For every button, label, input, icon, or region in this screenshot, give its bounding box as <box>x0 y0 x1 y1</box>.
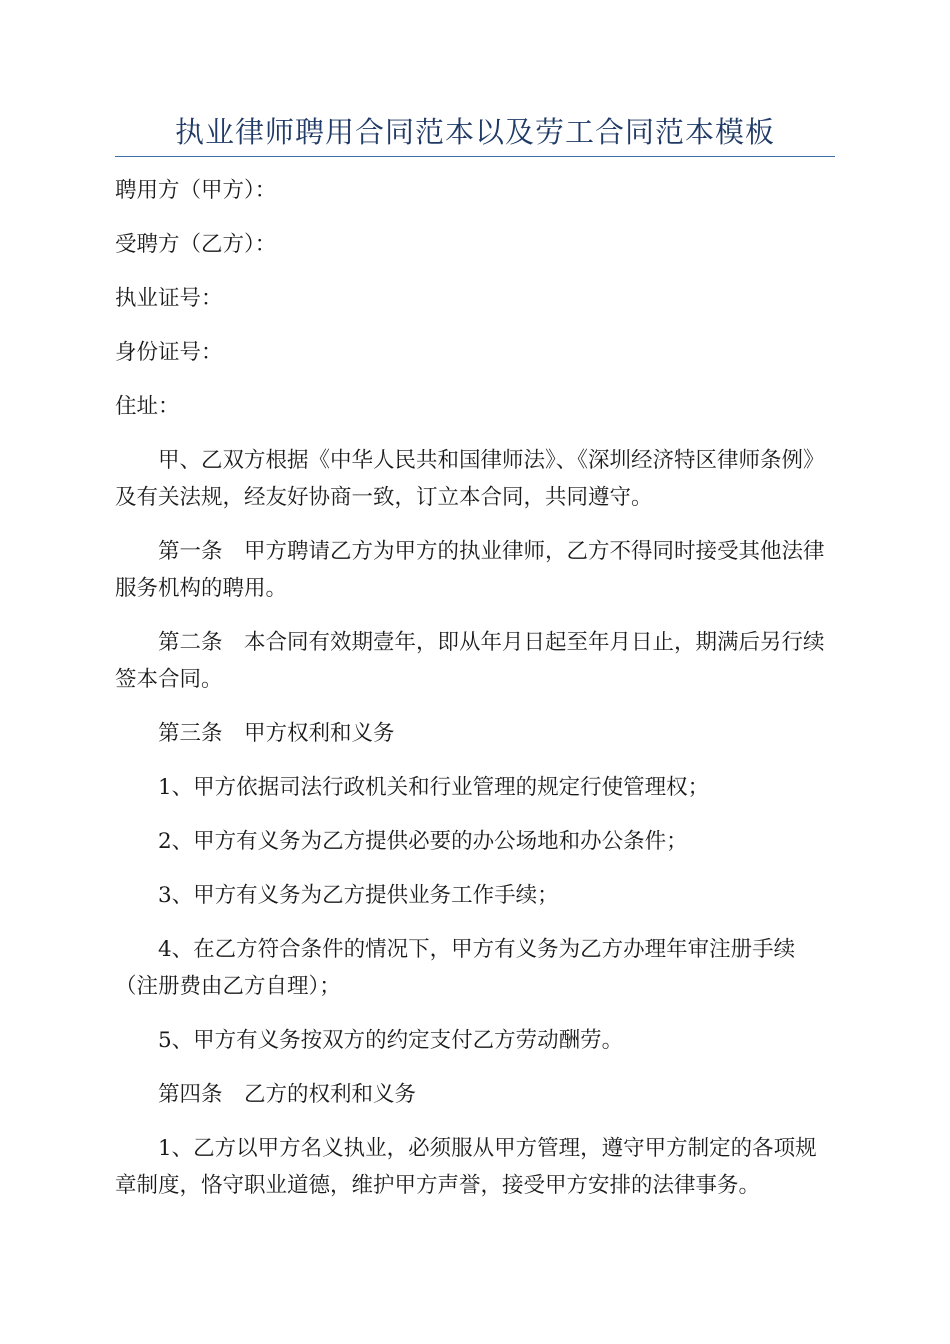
employer-field: 聘用方（甲方）： <box>115 178 277 203</box>
article-3-item-4: 4、在乙方符合条件的情况下，甲方有义务为乙方办理年审注册手续（注册费由乙方自理）； <box>115 937 796 999</box>
employee-field: 受聘方（乙方）： <box>115 232 277 257</box>
article-3-item-3: 3、甲方有义务为乙方提供业务工作手续； <box>158 883 559 908</box>
article-3-item-2: 2、甲方有义务为乙方提供必要的办公场地和办公条件； <box>158 829 688 854</box>
article-4-item-1: 1、乙方以甲方名义执业，必须服从甲方管理，遵守甲方制定的各项规章制度，恪守职业道德，维护甲方声誉，接受甲方安排的法律事务。 <box>115 1136 817 1198</box>
article-3-heading: 第三条 甲方权利和义务 <box>158 721 395 746</box>
preamble-paragraph: 甲、乙双方根据《中华人民共和国律师法》、《深圳经济特区律师条例》及有关法规，经友好协商一致，订立本合同，共同遵守。 <box>115 448 825 510</box>
address-field: 住址： <box>115 394 180 419</box>
article-1: 第一条 甲方聘请乙方为甲方的执业律师，乙方不得同时接受其他法律服务机构的聘用。 <box>115 539 825 601</box>
id-number-field: 身份证号： <box>115 340 223 365</box>
article-2: 第二条 本合同有效期壹年，即从年月日起至年月日止，期满后另行续签本合同。 <box>115 630 825 692</box>
article-4-heading: 第四条 乙方的权利和义务 <box>158 1082 417 1107</box>
article-3-item-1: 1、甲方依据司法行政机关和行业管理的规定行使管理权； <box>158 775 710 800</box>
title-block <box>115 112 835 157</box>
article-3-item-5: 5、甲方有义务按双方的约定支付乙方劳动酬劳。 <box>158 1028 624 1053</box>
license-number-field: 执业证号： <box>115 286 223 311</box>
document-body <box>115 172 835 1221</box>
document-title: 执业律师聘用合同范本以及劳工合同范本模板 <box>174 115 775 149</box>
